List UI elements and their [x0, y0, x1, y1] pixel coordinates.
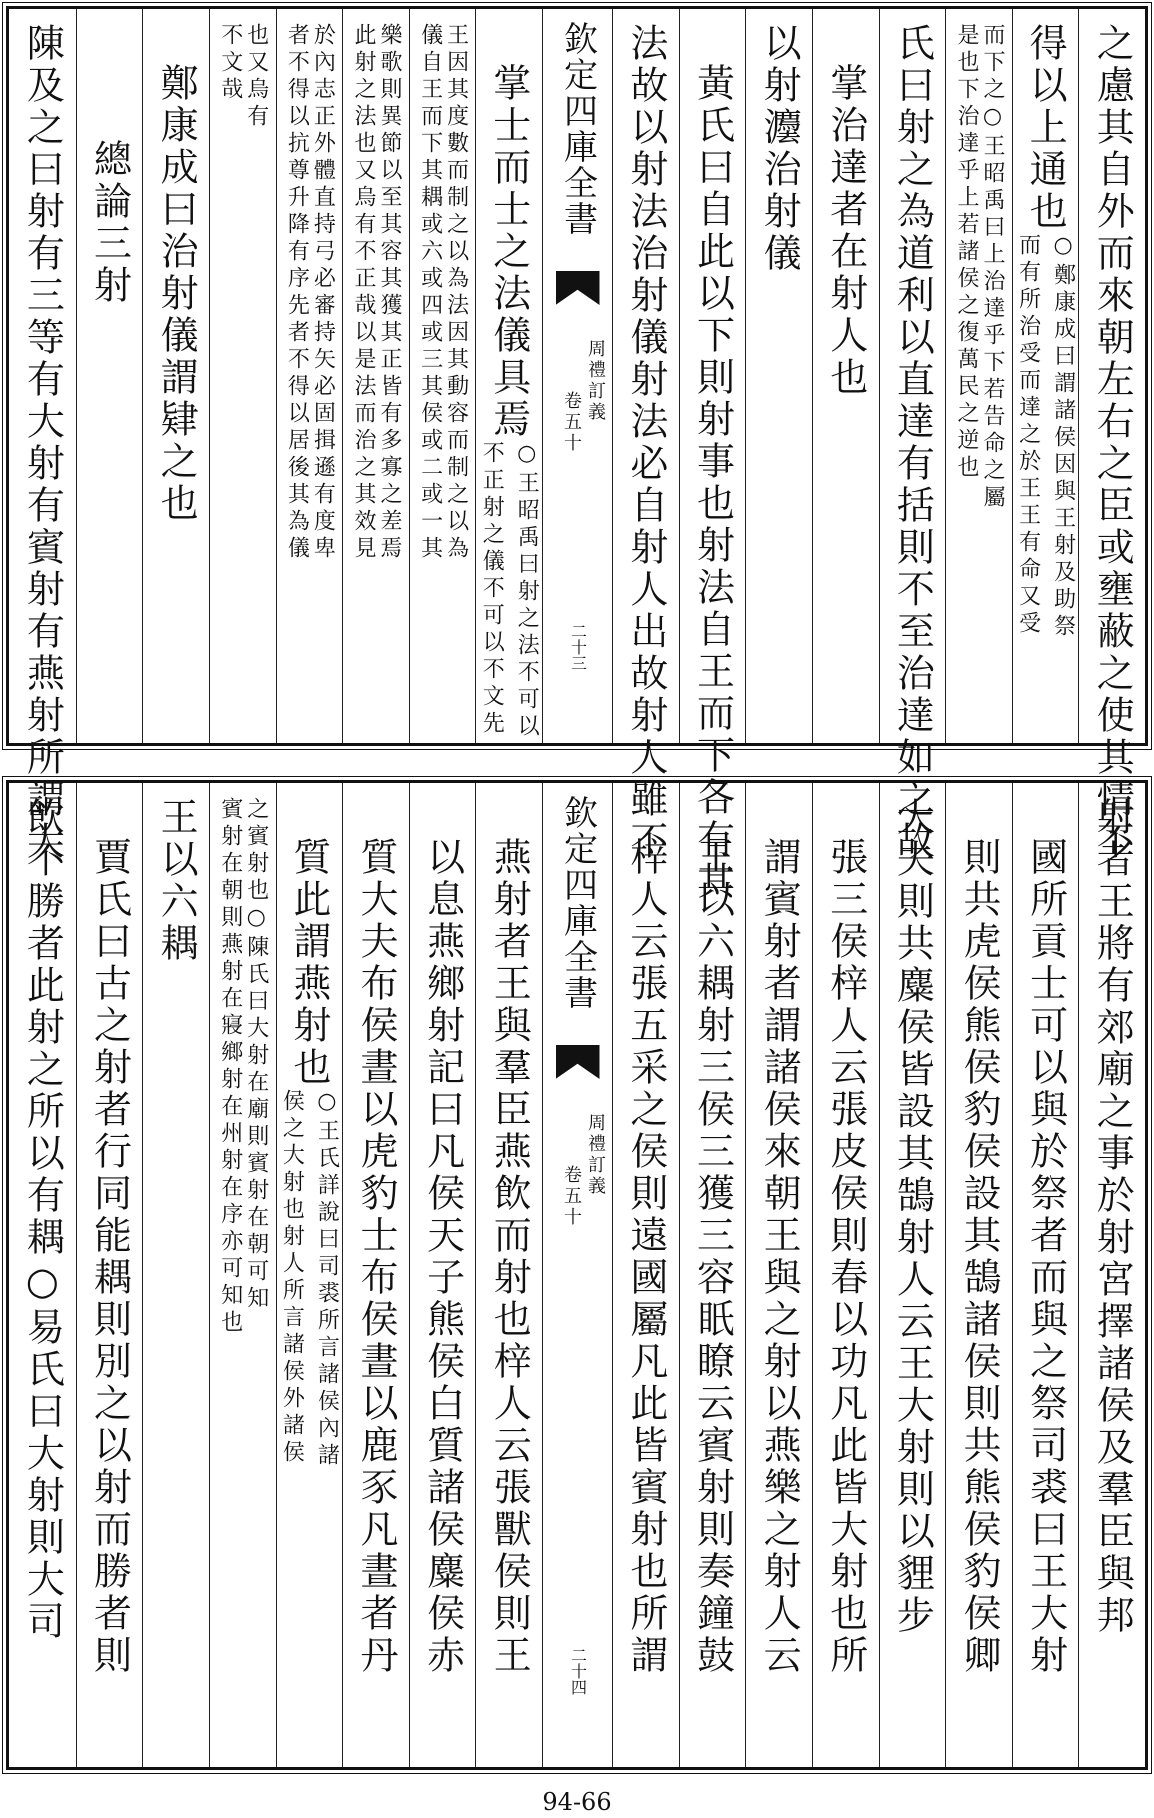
annotation-line: 賓射在朝則燕射在寢鄉射在州射在序亦可知也 [217, 797, 243, 1337]
main-text: 王以六耦射三侯三獲三容眂瞭云賓射則奏鐘鼓 [690, 837, 735, 1677]
text-column [1078, 9, 1145, 863]
main-text: 謂賓射者謂諸侯來朝王與之射以燕樂之射人云 [757, 837, 802, 1677]
main-text: 國所貢士可以與於祭者而與之祭司裘曰王大射 [1023, 837, 1068, 1677]
main-text: 氏曰射之為道利以直達有括則不至治達如之故 [890, 23, 935, 863]
text-column [745, 783, 812, 1767]
bottom-page [0, 774, 1154, 1778]
annotation-line: ○王昭禹曰射之法不可以 [514, 441, 540, 741]
main-text: 黃氏曰自此以下則射事也射法自王而下各有其 [690, 63, 735, 903]
fishtail-ornament [556, 1045, 600, 1079]
annotation-pair [352, 23, 400, 563]
annotation-line: 者不得以抗尊升降有序先者不得以居後其為儀 [284, 23, 310, 563]
text-column [945, 783, 1012, 1767]
center-column [542, 783, 612, 1767]
text-column [76, 783, 143, 1767]
annotation-pair [276, 1089, 342, 1470]
text-column [142, 783, 209, 1767]
main-text: 得以上通也 [1023, 23, 1068, 233]
annotation-line: 不文哉 [217, 23, 243, 104]
book-title: 周禮訂義 [585, 339, 606, 423]
text-column [9, 9, 76, 863]
main-text: 掌士而士之法儀具焉 [486, 63, 531, 441]
annotation-line: 此射之法也又烏有不正哉以是法而治之其效見 [350, 23, 376, 563]
main-text: 王以六耦 [154, 797, 199, 965]
annotation-pair [219, 23, 267, 131]
annotation-pair [419, 23, 467, 563]
text-column [475, 783, 542, 1767]
book-banner: 欽定四庫全書 [557, 795, 598, 1011]
main-text: 賈氏曰古之射者行同能耦則別之以射而勝者則 [87, 837, 132, 1677]
text-column [342, 9, 409, 743]
leaf-number: 二十三 [568, 623, 588, 671]
annotation-line: ○鄭康成曰謂諸侯因與王射及助祭 [1050, 233, 1076, 641]
text-column [812, 9, 879, 743]
text-column [679, 9, 746, 903]
text-column [276, 783, 343, 1767]
text-column [879, 9, 946, 863]
text-column [679, 783, 746, 1767]
text-column [1078, 783, 1145, 1767]
annotation-line: 於內志正外體直持弓必審持矢必固揖遜有度卑 [310, 23, 336, 563]
text-column [209, 783, 276, 1767]
text-column [475, 9, 542, 743]
page-footer-number: 94-66 [542, 1788, 612, 1816]
annotation-pair [284, 23, 336, 563]
center-column [542, 9, 612, 743]
text-column [409, 783, 476, 1767]
main-text: 飲不勝者此射之所以有耦○易氏曰大射則大司 [20, 797, 65, 1643]
text-column [409, 9, 476, 743]
text-column [612, 9, 679, 863]
annotation-line: 之賓射也○陳氏曰大射在廟則賓射在朝可知 [243, 797, 269, 1313]
text-column [276, 9, 343, 743]
text-column [812, 783, 879, 1767]
text-column [9, 783, 76, 1767]
annotation-line: 也又烏有 [243, 23, 269, 131]
text-column [745, 9, 812, 743]
main-text: 燕射者王與羣臣燕飲而射也梓人云張獸侯則王 [487, 837, 532, 1677]
main-text: 張三侯梓人云張皮侯則春以功凡此皆大射也所 [823, 837, 868, 1677]
main-text: 射者王將有郊廟之事於射宮擇諸侯及羣臣與邦 [1090, 797, 1135, 1637]
main-text: 掌治達者在射人也 [823, 63, 868, 399]
annotation-line: 是也下治達乎上若諸侯之復萬民之逆也 [953, 23, 979, 482]
main-text: 法故以射法治射儀射法必自射人出故射人雖不 [623, 23, 668, 863]
text-column [945, 9, 1012, 743]
annotation-line: 侯之大射也射人所言諸侯外諸侯 [279, 1089, 305, 1467]
main-text: 總論三射 [87, 139, 132, 307]
text-column [1012, 783, 1079, 1767]
text-column [76, 9, 143, 743]
annotation-line: 王因其度數而制之以為法因其動容而制之以為 [443, 23, 469, 563]
annotation-line: 而下之○王昭禹曰上治達乎下若告命之屬 [979, 23, 1005, 512]
annotation-pair [1013, 233, 1079, 641]
annotation-line: 不正射之儀不可以不文先 [479, 441, 505, 738]
text-column [342, 783, 409, 1767]
bottom-page-frame [6, 780, 1148, 1770]
text-column [612, 783, 679, 1767]
fishtail-ornament [556, 271, 600, 305]
bottom-columns [9, 783, 1145, 1767]
main-text: 質大夫布侯晝以虎豹士布侯晝以鹿豕凡晝者丹 [353, 837, 398, 1677]
main-text: 以射灋治射儀 [757, 23, 802, 275]
main-text: 則共虎侯熊侯豹侯設其鵠諸侯則共熊侯豹侯卿 [956, 837, 1001, 1677]
annotation-line: 儀自王而下其耦或六或四或三其侯或二或一其 [417, 23, 443, 563]
book-title: 周禮訂義 [585, 1113, 606, 1197]
main-text: 質此謂燕射也 [286, 837, 331, 1089]
text-column [879, 783, 946, 1767]
main-text: 梓人云張五采之侯則遠國屬凡此皆賓射也所謂 [623, 837, 668, 1677]
annotation-pair [476, 441, 542, 741]
text-column [209, 9, 276, 743]
annotation-line: 樂歌則異節以至其容其獲其正皆有多寡之差焉 [376, 23, 402, 563]
volume-label: 卷五十 [561, 391, 582, 454]
text-column [142, 9, 209, 743]
main-text: 大夫則共麋侯皆設其鵠射人云王大射則以貍步 [890, 797, 935, 1637]
main-text: 之慮其自外而來朝左右之臣或壅蔽之使其情不 [1090, 23, 1135, 863]
text-column [1012, 9, 1079, 743]
volume-label: 卷五十 [561, 1165, 582, 1228]
mixed-line [276, 837, 342, 1470]
mixed-line [476, 63, 542, 741]
annotation-pair [955, 23, 1003, 512]
main-text: 以息燕鄉射記曰凡侯天子熊侯白質諸侯麋侯赤 [420, 837, 465, 1677]
mixed-line [1013, 23, 1079, 641]
book-banner: 欽定四庫全書 [557, 21, 598, 237]
annotation-line: 而有所治受而達之於王王有命又受 [1015, 233, 1041, 638]
annotation-line: ○王氏詳說曰司裘所言諸侯內諸 [314, 1089, 340, 1470]
main-text: 鄭康成曰治射儀謂肄之也 [154, 63, 199, 525]
leaf-number: 二十四 [568, 1647, 588, 1695]
annotation-pair [219, 797, 267, 1337]
main-text: 陳及之曰射有三等有大射有賓射有燕射所謂大 [20, 23, 65, 863]
